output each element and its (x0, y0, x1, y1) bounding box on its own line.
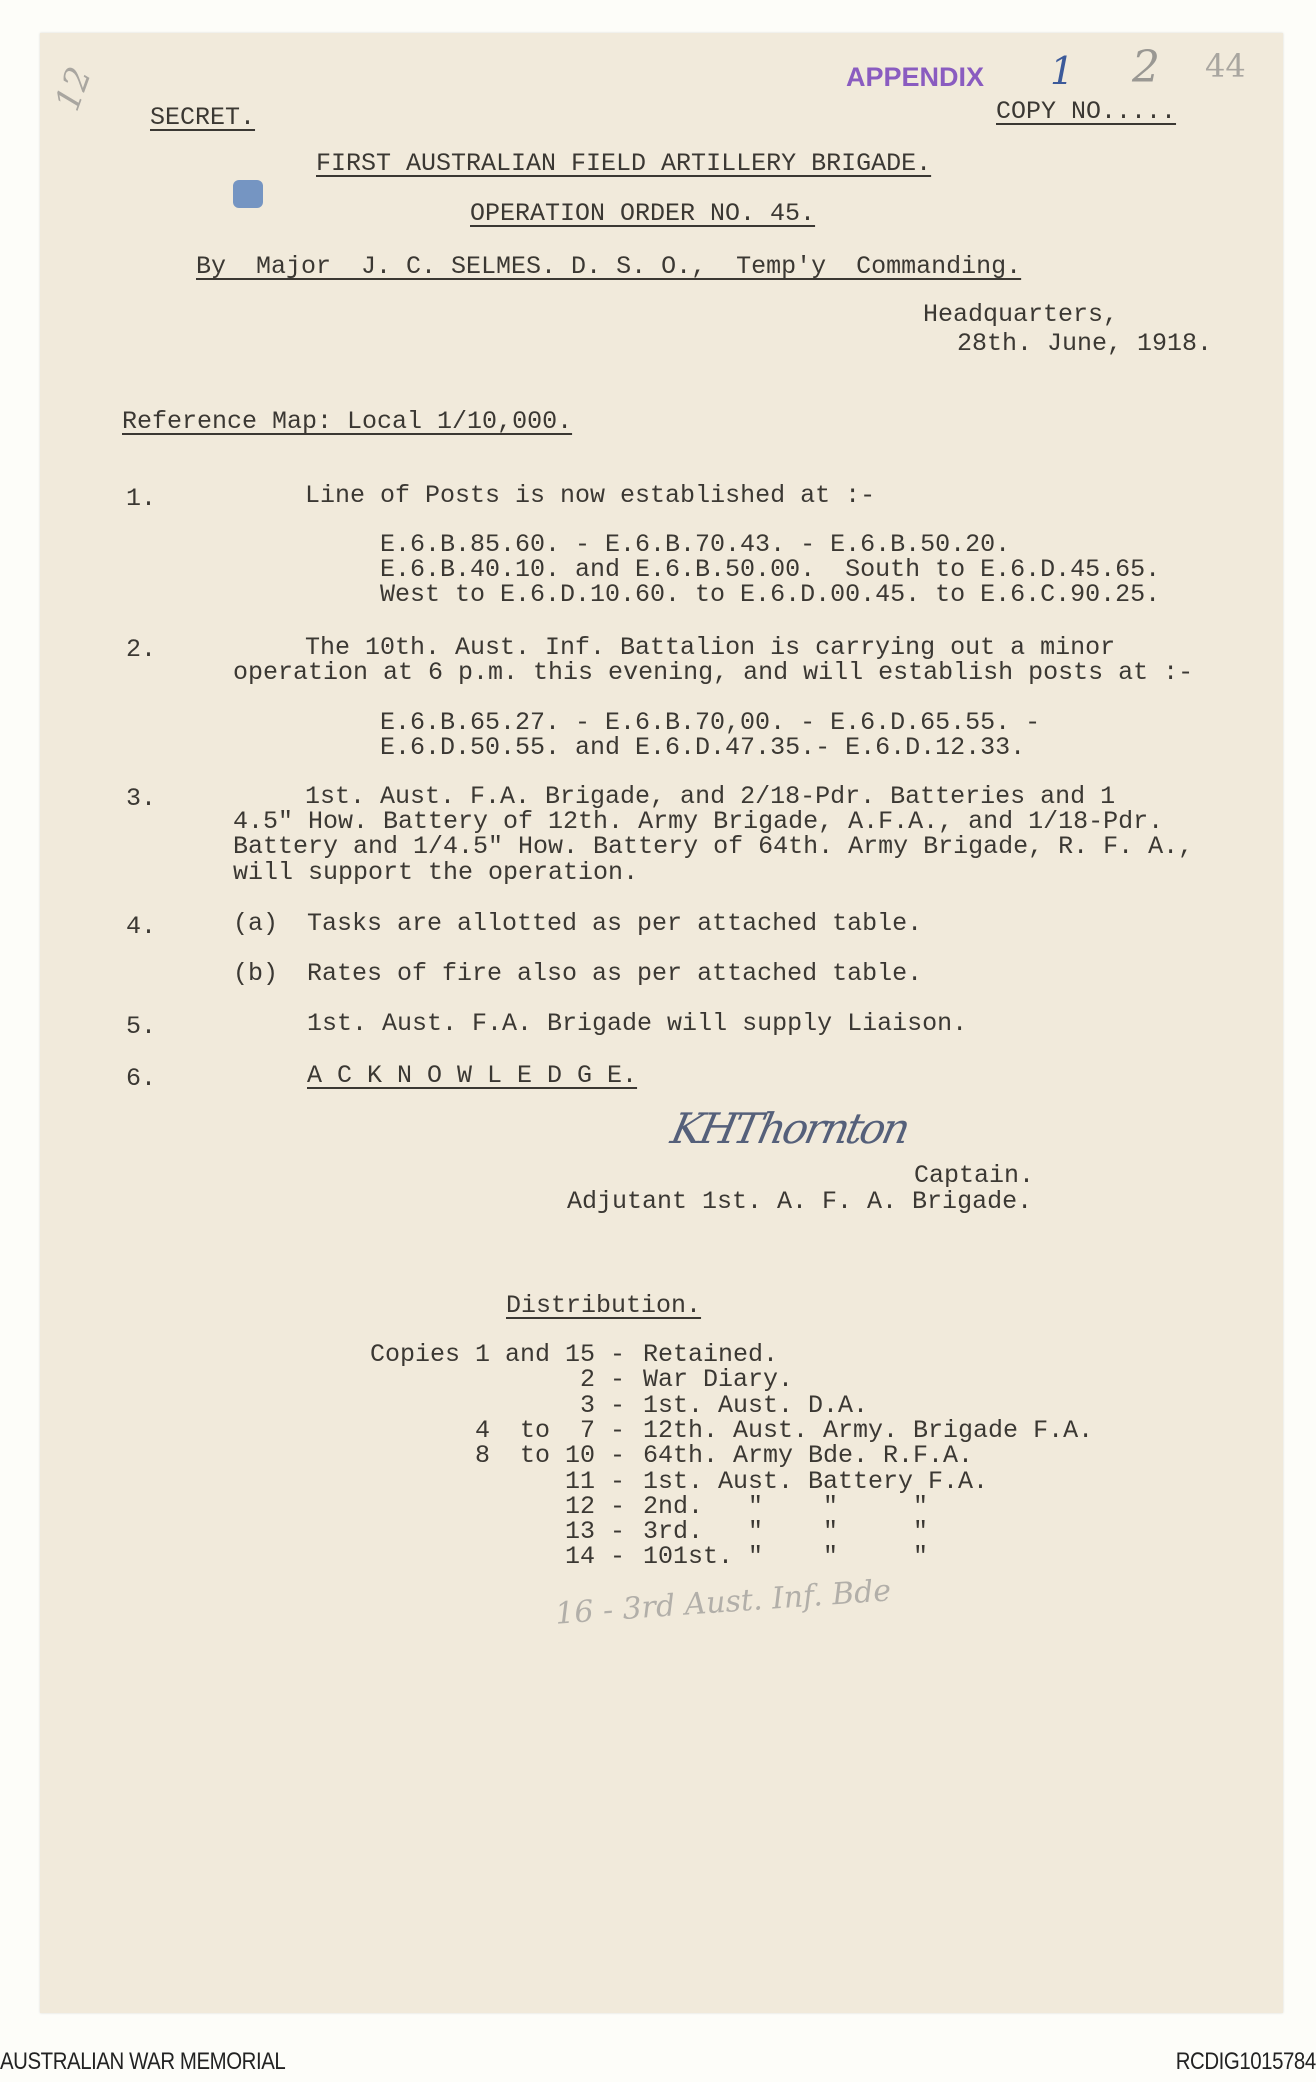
coord-line: E.6.D.50.55. and E.6.D.47.35.- E.6.D.12.33. (380, 733, 1026, 762)
appendix-stamp: APPENDIX (846, 62, 985, 92)
coord-line: West to E.6.D.10.60. to E.6.D.00.45. to E.6.C.90.25. (380, 580, 1161, 609)
handwritten-distribution: 16 - 3rd Aust. Inf. Bde (554, 1573, 893, 1632)
para-3-text: will support the operation. (233, 858, 639, 887)
para-2-text: operation at 6 p.m. this evening, and will establish posts at :- (233, 658, 1194, 687)
coord-line: E.6.B.40.10. and E.6.B.50.00. South to E.6.D.45.65. (380, 555, 1161, 584)
footer-institution: AUSTRALIAN WAR MEMORIAL (0, 2048, 286, 2075)
distribution-copies: 3 - (579, 1390, 625, 1420)
distribution-recipient: War Diary. (643, 1365, 794, 1395)
distribution-recipient: 12th. Aust. Army. Brigade F.A. (643, 1415, 1094, 1445)
classification-label: SECRET. (150, 103, 256, 132)
coord-line: E.6.B.65.27. - E.6.B.70,00. - E.6.D.65.55. - (380, 708, 1041, 737)
folio-number-right: 44 (1205, 47, 1246, 85)
distribution-copies: Copies 1 and 15 - (369, 1340, 625, 1369)
unit-title: FIRST AUSTRALIAN FIELD ARTILLERY BRIGADE. (316, 149, 932, 178)
distribution-recipient: 1st. Aust. Battery F.A. (643, 1466, 989, 1496)
signature-title: Adjutant 1st. A. F. A. Brigade. (567, 1187, 1033, 1216)
copy-number-label: COPY NO..... (996, 97, 1177, 126)
distribution-recipient: 101st. " " " (643, 1542, 929, 1572)
distribution-recipient: 64th. Army Bde. R.F.A. (643, 1441, 974, 1471)
para-4b-label: (b) (233, 959, 279, 988)
signature-rank: Captain. (914, 1161, 1035, 1190)
folio-number-left: 12 (47, 61, 100, 117)
para-5-text: 1st. Aust. F.A. Brigade will supply Liaison. (307, 1009, 968, 1038)
copy-number-handwritten: 2 (1132, 42, 1160, 93)
distribution-copies: 4 to 7 - (474, 1415, 625, 1445)
acknowledge: A C K N O W L E D G E. (307, 1061, 638, 1090)
date: 28th. June, 1918. (957, 329, 1213, 358)
para-1-number: 1. (126, 484, 157, 513)
blue-mark (233, 180, 263, 208)
para-4b-text: Rates of fire also as per attached table. (307, 959, 923, 988)
distribution-recipient: 2nd. " " " (643, 1491, 929, 1521)
para-2-number: 2. (126, 635, 157, 664)
location: Headquarters, (923, 300, 1119, 329)
para-5-number: 5. (126, 1012, 157, 1041)
distribution-copies: 2 - (579, 1365, 625, 1395)
para-3-text: 1st. Aust. F.A. Brigade, and 2/18-Pdr. Batteries and 1 (305, 782, 1116, 811)
para-4-number: 4. (126, 912, 157, 941)
distribution-copies: 14 - (564, 1542, 625, 1572)
para-3-text: 4.5" How. Battery of 12th. Army Brigade, A.F.A., and 1/18-Pdr. (233, 807, 1164, 836)
distribution-copies: 11 - (564, 1466, 625, 1496)
para-3-text: Battery and 1/4.5" How. Battery of 64th. Army Brigade, R. F. A., (233, 832, 1194, 861)
para-4a-text: Tasks are allotted as per attached table. (307, 909, 923, 938)
para-2-text: The 10th. Aust. Inf. Battalion is carrying out a minor (305, 633, 1116, 662)
distribution-recipient: 1st. Aust. D.A. (643, 1390, 869, 1420)
distribution-recipient: 3rd. " " " (643, 1517, 929, 1547)
distribution-heading: Distribution. (506, 1291, 702, 1320)
para-6-number: 6. (126, 1064, 157, 1093)
distribution-copies: 8 to 10 - (474, 1441, 625, 1471)
appendix-number: 1 (1050, 49, 1075, 93)
order-title: OPERATION ORDER NO. 45. (470, 199, 816, 228)
distribution-copies: 13 - (564, 1517, 625, 1547)
author-line: By Major J. C. SELMES. D. S. O., Temp'y Commanding. (196, 252, 1022, 281)
signature: KHThornton (666, 1104, 913, 1153)
coord-line: E.6.B.85.60. - E.6.B.70.43. - E.6.B.50.20. (380, 530, 1011, 559)
para-3-number: 3. (126, 784, 157, 813)
footer-record-id: RCDIG1015784 (1175, 2048, 1316, 2075)
reference-map: Reference Map: Local 1/10,000. (122, 407, 573, 436)
para-4a-label: (a) (233, 909, 279, 938)
distribution-copies: 12 - (564, 1491, 625, 1521)
distribution-recipient: Retained. (643, 1340, 779, 1369)
para-1-text: Line of Posts is now established at :- (305, 481, 876, 510)
